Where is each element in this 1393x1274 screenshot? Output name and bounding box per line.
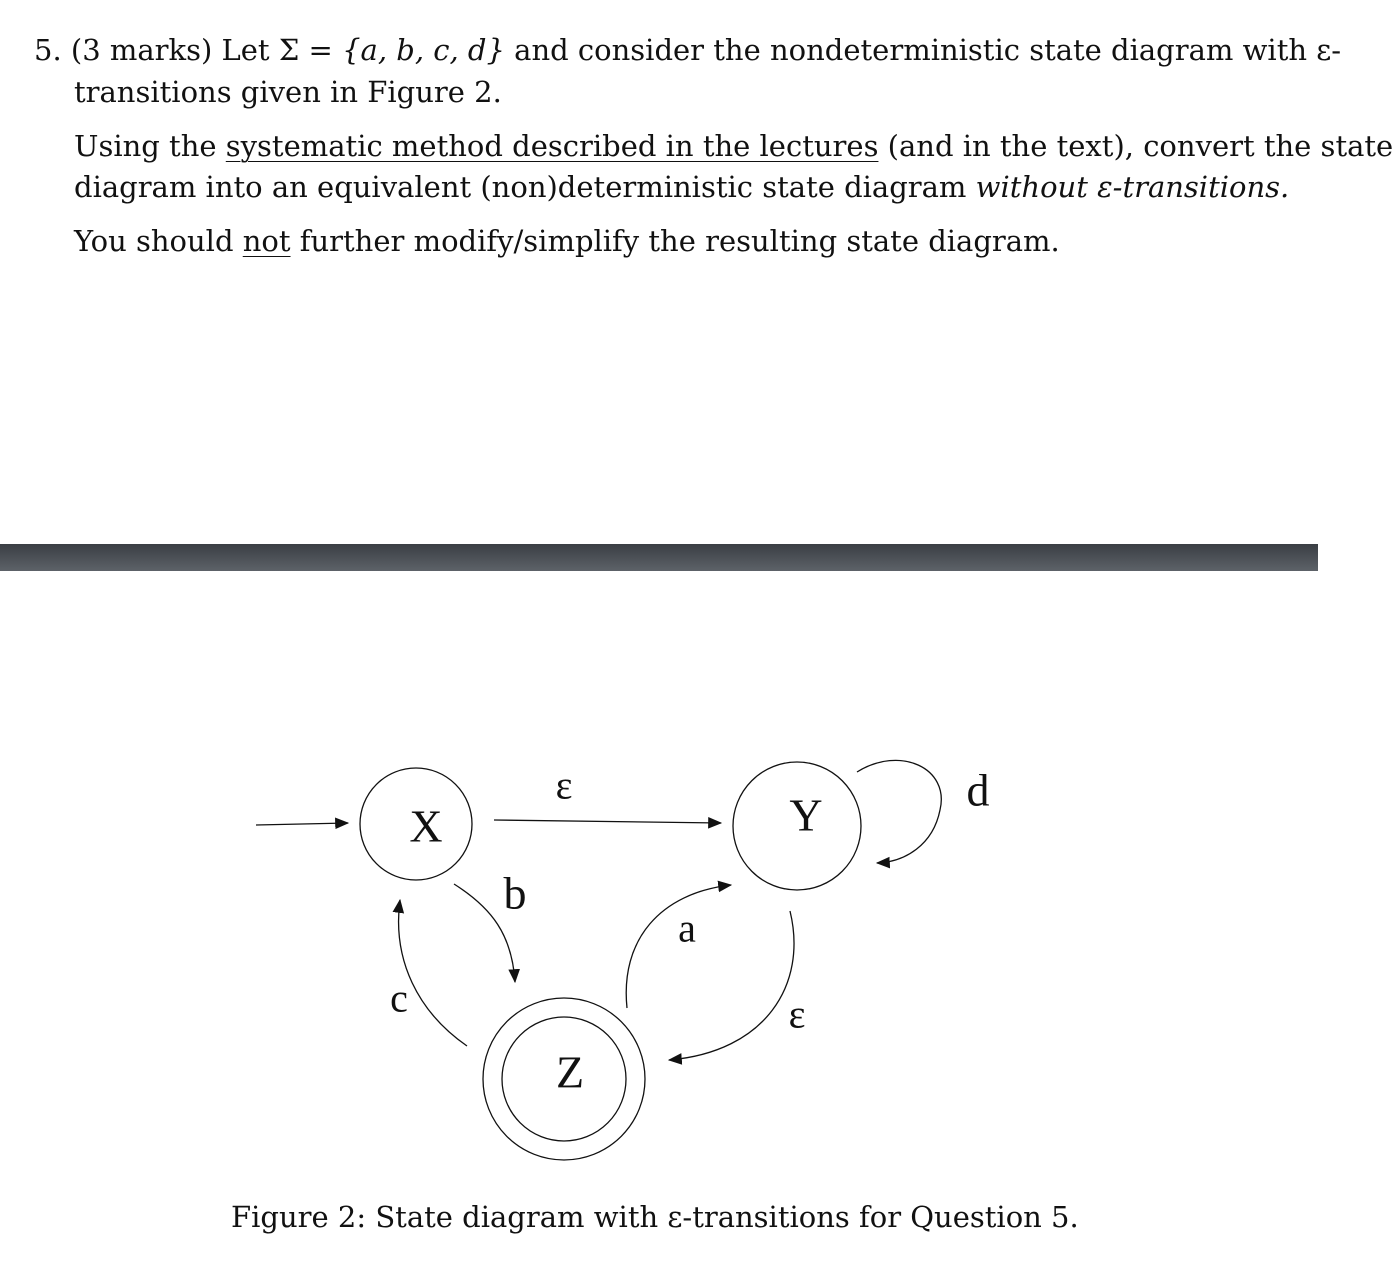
question-number: 5. (34, 33, 62, 67)
sigma-symbol: Σ (278, 33, 300, 67)
edge-x-to-z-label: b (503, 867, 527, 919)
question-line-2: transitions given in Figure 2. (74, 75, 502, 109)
method-paragraph-line-2 (74, 169, 1289, 205)
method-line2-italic: without ε-transitions. (975, 170, 1290, 204)
instruction-underlined: not (242, 224, 291, 258)
edge-x-to-y (494, 820, 721, 823)
question-block (0, 0, 1393, 544)
state-x (360, 768, 472, 880)
edge-y-to-z-label: ε (788, 991, 806, 1037)
edge-y-self-loop (857, 760, 941, 863)
instruction-paragraph (74, 223, 1060, 259)
section-divider-bar (0, 544, 1318, 571)
let-word: Let (221, 33, 270, 67)
state-z (483, 998, 645, 1160)
edge-z-to-x (399, 900, 467, 1046)
edge-z-to-x-label: c (390, 975, 408, 1021)
edge-x-to-y-label: ε (555, 762, 573, 808)
instruction-prefix: You should (74, 224, 234, 258)
question-line-1 (34, 32, 1341, 68)
method-suffix: (and in the text), convert the state (887, 129, 1393, 163)
method-prefix: Using the (74, 129, 217, 163)
state-z-label: Z (555, 1046, 585, 1098)
method-line2-prefix: diagram into an equivalent (non)deterministic state diagram (74, 170, 967, 204)
state-y-label: Y (789, 789, 823, 841)
equals-sign: = (308, 33, 333, 67)
figure-caption: Figure 2: State diagram with ε-transitions for Question 5. (231, 1200, 1079, 1234)
state-x-label: X (409, 800, 443, 852)
method-underlined: systematic method described in the lectures (225, 129, 879, 163)
question-marks: (3 marks) (70, 33, 213, 67)
edge-y-self-loop-label: d (966, 764, 990, 816)
instruction-suffix: further modify/simplify the resulting state diagram. (299, 224, 1060, 258)
start-arrow (256, 823, 348, 825)
alphabet-set: {a, b, c, d} (342, 33, 505, 67)
method-paragraph-line-1 (74, 128, 1393, 164)
edge-z-to-y-label: a (678, 905, 696, 951)
intro-text: and consider the nondeterministic state diagram with ε- (514, 33, 1342, 67)
state-y (733, 762, 861, 890)
state-diagram (0, 571, 1318, 1271)
